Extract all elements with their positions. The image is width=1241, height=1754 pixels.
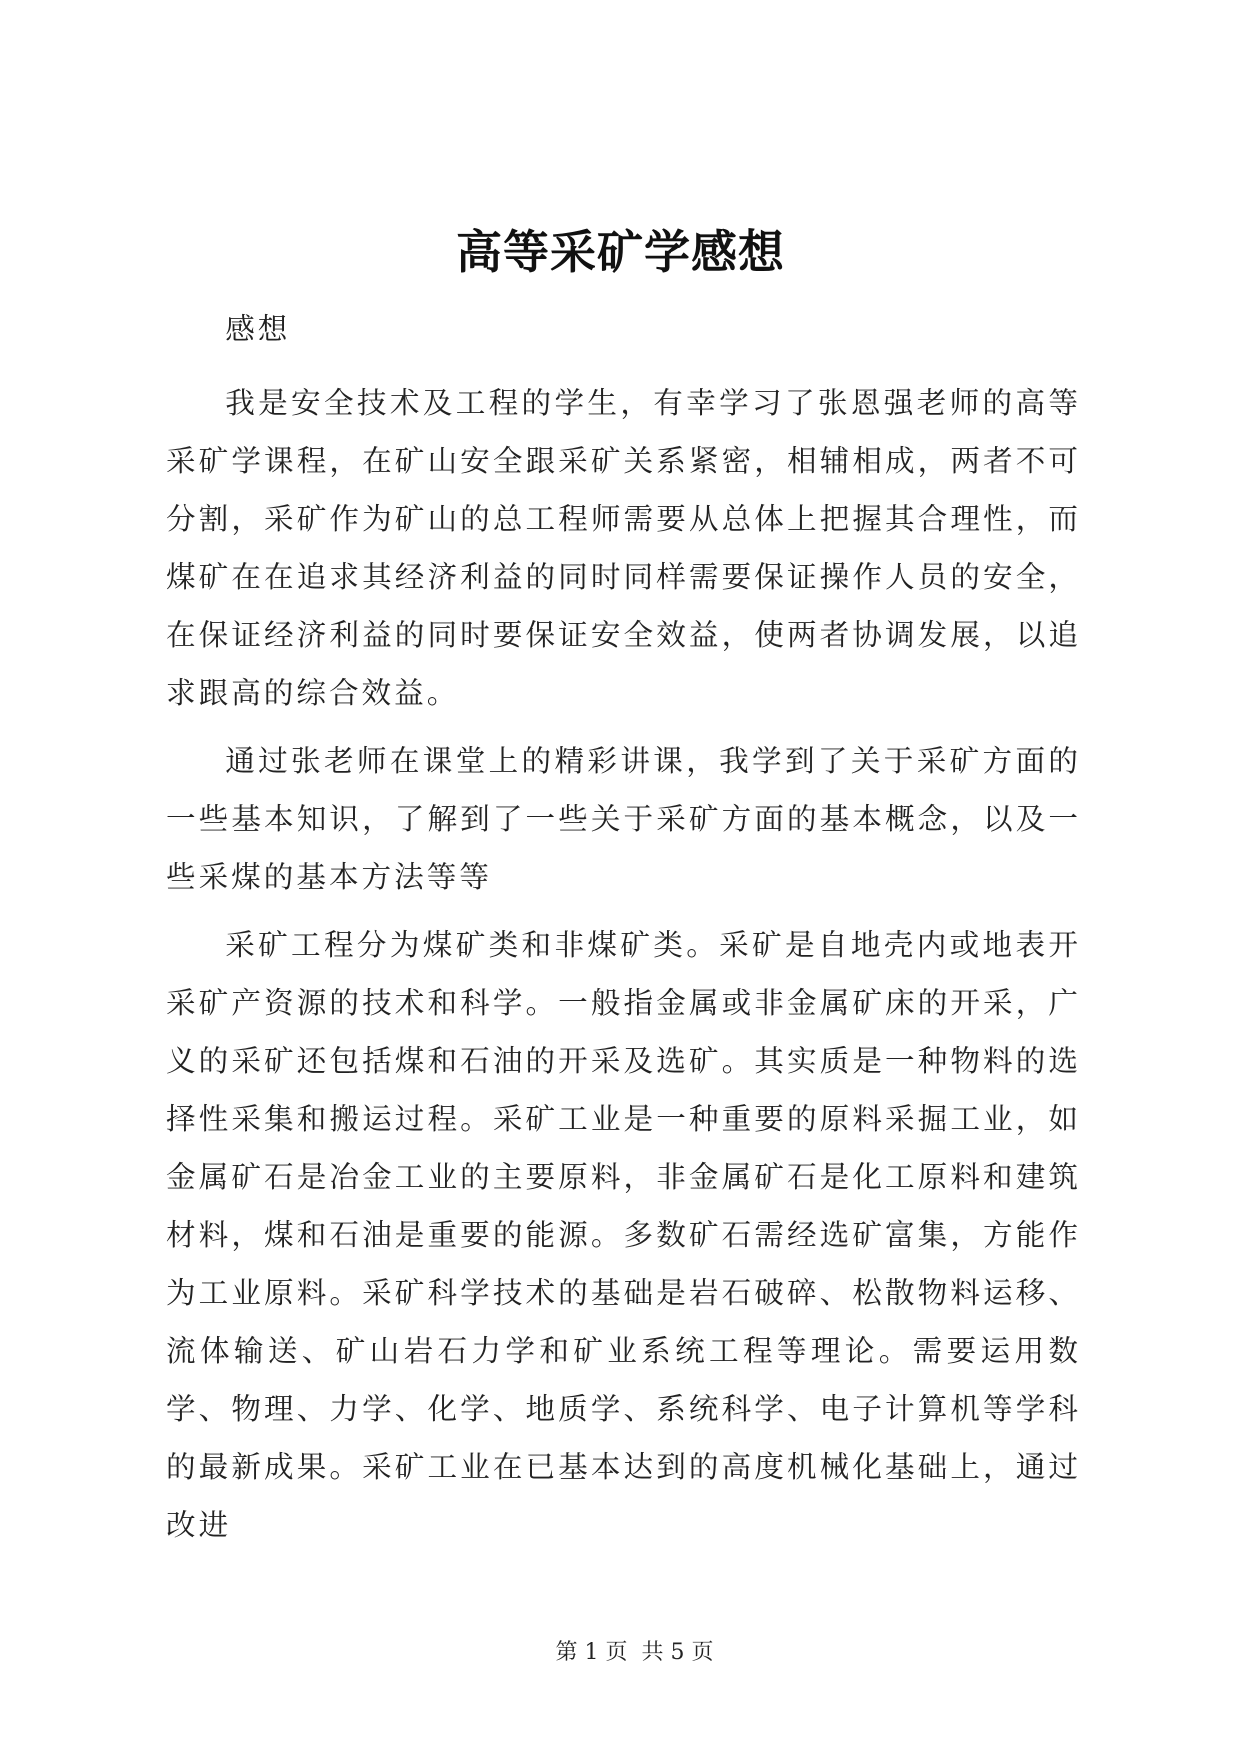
paragraph: 我是安全技术及工程的学生，有幸学习了张恩强老师的高等采矿学课程，在矿山安全跟采矿关系紧密，相辅相成，两者不可分割，采矿作为矿山的总工程师需要从总体上把握其合理性，而煤矿在在追求其经济利益的同时同样需要保证操作人员的安全，在保证经济利益的同时要保证安全效益，使两者协调发展，以追求跟高的综合效益。 <box>166 386 1081 710</box>
document-body <box>166 300 1081 1564</box>
document-title: 高等采矿学感想 <box>456 225 785 279</box>
paragraph: 通过张老师在课堂上的精彩讲课，我学到了关于采矿方面的一些基本知识，了解到了一些关于采矿方面的基本概念，以及一些采煤的基本方法等等 <box>166 744 1081 894</box>
page-footer <box>0 1608 1241 1698</box>
page-number-label: 第 1 页 共 5 页 <box>555 1640 714 1665</box>
subheading: 感想 <box>225 312 291 346</box>
paragraph: 采矿工程分为煤矿类和非煤矿类。采矿是自地壳内或地表开采矿产资源的技术和科学。一般指金属或非金属矿床的开采，广义的采矿还包括煤和石油的开采及选矿。其实质是一种物料的选择性采集和搬运过程。采矿工业是一种重要的原料采掘工业，如金属矿石是冶金工业的主要原料，非金属矿石是化工原料和建筑材料，煤和石油是重要的能源。多数矿石需经选矿富集，方能作为工业原料。采矿科学技术的基础是岩石破碎、松散物料运移、流体输送、矿山岩石力学和矿业系统工程等理论。需要运用数学、物理、力学、化学、地质学、系统科学、电子计算机等学科的最新成果。采矿工业在已基本达到的高度机械化基础上，通过改进 <box>166 928 1081 1542</box>
